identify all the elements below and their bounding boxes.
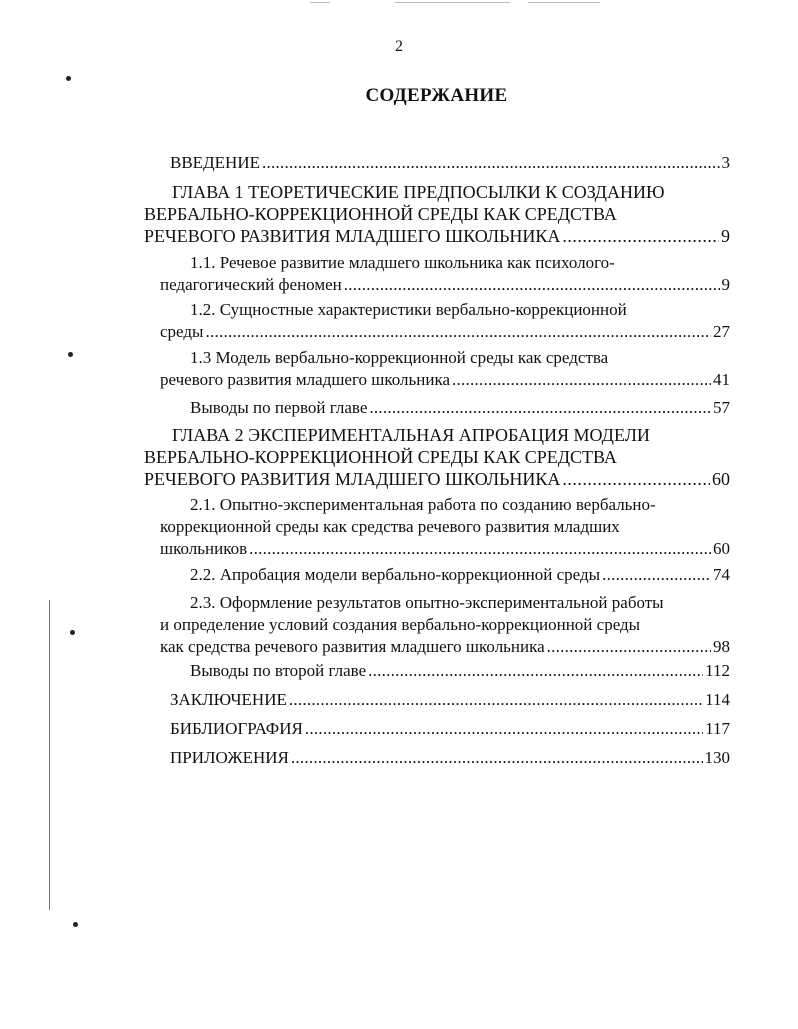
leader-dots — [305, 718, 703, 740]
toc-entry-conclusions-1 — [190, 397, 730, 419]
toc-entry-section-1-2 — [160, 299, 730, 343]
toc-page-number: 130 — [704, 748, 730, 767]
toc-entry-title-line: 1.2. Сущностные характеристики вербально-коррекционной — [190, 300, 627, 319]
leader-dots — [368, 660, 703, 682]
leader-dots — [289, 689, 703, 711]
toc-page-number: 60 — [713, 539, 730, 558]
toc-entry-title-line: ВЕРБАЛЬНО-КОРРЕКЦИОННОЙ СРЕДЫ КАК СРЕДСТВА — [144, 447, 617, 467]
toc-entry-title-line: ВЕРБАЛЬНО-КОРРЕКЦИОННОЙ СРЕДЫ КАК СРЕДСТВА — [144, 204, 617, 224]
toc-entry-title-line: 1.3 Модель вербально-коррекционной среды как средства — [190, 348, 609, 367]
leader-dots — [547, 636, 711, 658]
toc-entry-title-line: школьников — [160, 539, 248, 558]
toc-page-number: 117 — [705, 719, 730, 738]
toc-entry-title: ПРИЛОЖЕНИЯ — [170, 748, 289, 767]
scan-artifact-line — [528, 2, 600, 3]
toc-page-number: 57 — [713, 398, 730, 417]
scan-artifact-line — [395, 2, 510, 3]
leader-dots — [602, 564, 711, 586]
toc-entry-title-line: ГЛАВА 1 ТЕОРЕТИЧЕСКИЕ ПРЕДПОСЫЛКИ К СОЗДАНИЮ — [172, 182, 665, 202]
page-title: СОДЕРЖАНИЕ — [365, 85, 508, 106]
toc-entry-chapter-2 — [144, 424, 730, 490]
toc-entry-intro — [170, 152, 730, 174]
toc-entry-title: 2.2. Апробация модели вербально-коррекционной среды — [190, 565, 601, 584]
scan-margin-line — [49, 600, 50, 910]
toc-entry-title-line: РЕЧЕВОГО РАЗВИТИЯ МЛАДШЕГО ШКОЛЬНИКА — [144, 226, 561, 246]
toc-entry-title-line: как средства речевого развития младшего школьника — [160, 637, 545, 656]
toc-page-number: 27 — [713, 322, 730, 341]
hole-punch-mark — [73, 922, 78, 927]
toc-page-number: 41 — [713, 370, 730, 389]
leader-dots — [249, 538, 711, 560]
toc-entry-title: Выводы по первой главе — [190, 398, 368, 417]
toc-entry-conclusions-2 — [190, 660, 730, 682]
toc-page-number: 60 — [712, 469, 730, 489]
toc-entry-section-2-2 — [190, 564, 730, 586]
leader-dots — [562, 468, 710, 490]
leader-dots — [344, 274, 720, 296]
toc-entry-title-line: коррекционной среды как средства речевого развития младших — [160, 517, 620, 536]
toc-page-number: 9 — [721, 226, 730, 246]
leader-dots — [291, 747, 703, 769]
leader-dots — [262, 152, 720, 174]
toc-page-number: 98 — [713, 637, 730, 656]
toc-entry-title-line: ГЛАВА 2 ЭКСПЕРИМЕНТАЛЬНАЯ АПРОБАЦИЯ МОДЕЛИ — [172, 425, 650, 445]
toc-entry-title-line: и определение условий создания вербально-коррекционной среды — [160, 615, 641, 634]
toc-entry-title-line: 2.3. Оформление результатов опытно-экспериментальной работы — [190, 593, 664, 612]
toc-page-number: 114 — [705, 690, 730, 709]
toc-page-number: 74 — [713, 565, 730, 584]
toc-entry-section-1-3 — [160, 347, 730, 391]
leader-dots — [205, 321, 711, 343]
toc-entry-appendices — [170, 747, 730, 769]
toc-entry-title-line: РЕЧЕВОГО РАЗВИТИЯ МЛАДШЕГО ШКОЛЬНИКА — [144, 469, 561, 489]
toc-page-number: 9 — [721, 275, 730, 294]
leader-dots — [562, 225, 719, 247]
leader-dots — [452, 369, 711, 391]
scan-artifact-line — [310, 2, 330, 3]
leader-dots — [369, 397, 711, 419]
toc-entry-bibliography — [170, 718, 730, 740]
toc-page-number: 112 — [705, 661, 730, 680]
toc-entry-title-line: 2.1. Опытно-экспериментальная работа по созданию вербально- — [190, 495, 656, 514]
hole-punch-mark — [70, 630, 75, 635]
toc-entry-title: ЗАКЛЮЧЕНИЕ — [170, 690, 287, 709]
toc-entry-conclusion — [170, 689, 730, 711]
toc-entry-section-2-1 — [160, 494, 730, 560]
toc-entry-title: БИБЛИОГРАФИЯ — [170, 719, 303, 738]
toc-entry-title-line: речевого развития младшего школьника — [160, 370, 451, 389]
toc-entry-chapter-1 — [144, 181, 730, 247]
toc-entry-title-line: 1.1. Речевое развитие младшего школьника как психолого- — [190, 253, 615, 272]
toc-entry-title: ВВЕДЕНИЕ — [170, 153, 260, 172]
toc-entry-title-line: педагогический феномен — [160, 275, 342, 294]
toc-entry-section-1-1 — [160, 252, 730, 296]
toc-page-number: 3 — [721, 153, 730, 172]
toc-entry-title: Выводы по второй главе — [190, 661, 367, 680]
hole-punch-mark — [68, 352, 73, 357]
page-number: 2 — [395, 38, 403, 55]
toc-entry-title-line: среды — [160, 322, 204, 341]
hole-punch-mark — [66, 76, 71, 81]
toc-entry-section-2-3 — [160, 592, 730, 658]
